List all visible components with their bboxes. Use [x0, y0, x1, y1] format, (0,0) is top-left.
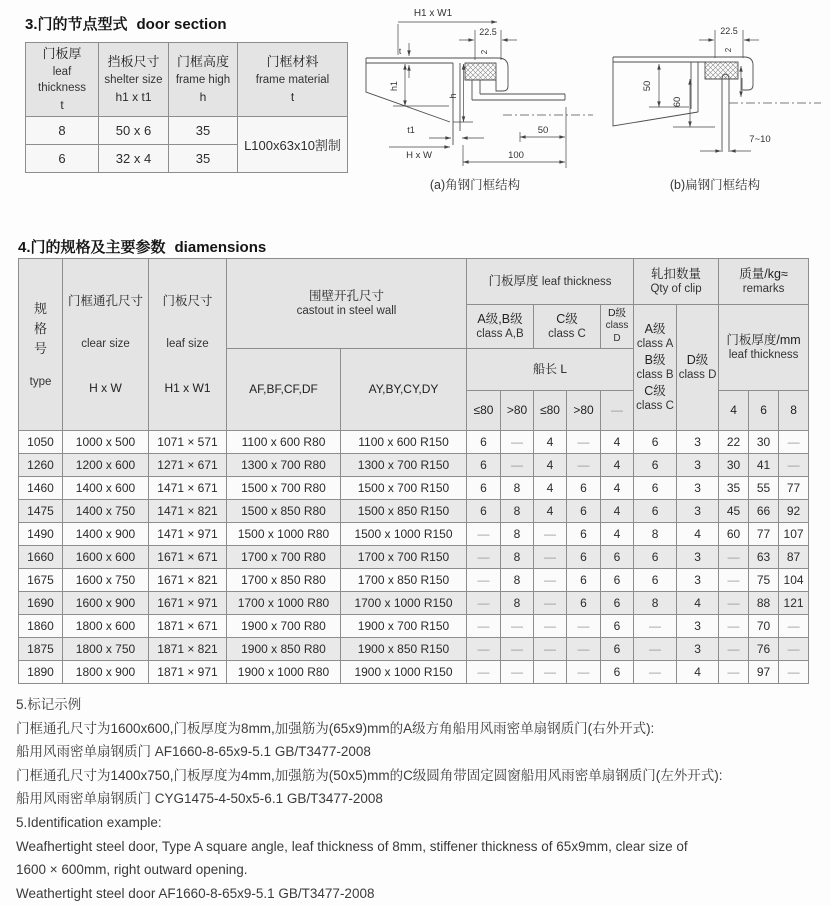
spec-cell: 8 — [634, 592, 677, 615]
spec-cell: 1300 x 700 R150 — [341, 454, 467, 477]
dim-label-60: 60 — [672, 96, 683, 108]
spec-cell: 1675 — [19, 569, 63, 592]
dim-label-2: 2 — [724, 47, 733, 53]
spec-cell: 1700 x 850 R150 — [341, 569, 467, 592]
spec-cell: — — [567, 615, 601, 638]
cell-frame-material: L100x63x10割制 — [238, 117, 348, 173]
spec-cell: 1875 — [19, 638, 63, 661]
spec-cell: 1000 x 500 — [63, 431, 149, 454]
spec-cell: 6 — [567, 569, 601, 592]
col-header-clip-d: D级 class D — [677, 305, 719, 431]
spec-cell: 4 — [601, 477, 634, 500]
dim-label-h1: h1 — [389, 80, 399, 92]
spec-cell: 1890 — [19, 661, 63, 684]
spec-cell: 1471 × 821 — [149, 500, 227, 523]
spec-cell: — — [634, 615, 677, 638]
dim-label-100: 100 — [508, 150, 524, 161]
spec-cell: — — [567, 661, 601, 684]
spec-cell: 8 — [501, 523, 534, 546]
spec-cell: 1700 x 1000 R80 — [227, 592, 341, 615]
spec-cell: 6 — [567, 477, 601, 500]
col-header-le80: ≤80 — [534, 391, 567, 431]
section4-title-zh: 4.门的规格及主要参数 — [18, 239, 166, 256]
spec-table-body — [19, 431, 809, 684]
spec-cell: 3 — [677, 454, 719, 477]
spec-cell: 1900 x 1000 R150 — [341, 661, 467, 684]
spec-cell: 1900 x 850 R150 — [341, 638, 467, 661]
spec-cell: 1400 x 750 — [63, 500, 149, 523]
spec-cell: 4 — [677, 661, 719, 684]
col-header-clear-size: 门框通孔尺寸 clear size H x W — [63, 259, 149, 431]
header-shelter-size: 挡板尺寸 shelter size h1 x t1 — [99, 43, 169, 117]
spec-cell: 1400 x 900 — [63, 523, 149, 546]
spec-cell: 6 — [567, 500, 601, 523]
spec-cell: 45 — [719, 500, 749, 523]
spec-row — [19, 431, 809, 454]
spec-cell: 1271 × 671 — [149, 454, 227, 477]
section3-title-zh: 3.门的节点型式 — [25, 16, 128, 33]
col-header-class-ab: A级,B级 class A,B — [467, 305, 534, 349]
spec-cell: — — [534, 592, 567, 615]
spec-cell: 4 — [601, 454, 634, 477]
spec-cell: 1660 — [19, 546, 63, 569]
spec-cell: 1900 x 700 R80 — [227, 615, 341, 638]
spec-cell: — — [719, 546, 749, 569]
spec-cell: 1471 × 671 — [149, 477, 227, 500]
spec-cell: — — [467, 569, 501, 592]
text-line: 5.Identification example: — [16, 814, 162, 830]
spec-cell: 1490 — [19, 523, 63, 546]
figure-a-drawing — [366, 58, 593, 145]
spec-cell: 6 — [634, 431, 677, 454]
spec-cell: 4 — [677, 592, 719, 615]
spec-cell: 3 — [677, 615, 719, 638]
spec-cell: 30 — [749, 431, 779, 454]
spec-cell: 6 — [601, 661, 634, 684]
spec-cell: 6 — [601, 592, 634, 615]
text-line: 船用风雨密单扇钢质门 CYG1475-4-50x5-6.1 GB/T3477-2008 — [16, 791, 383, 807]
spec-cell: 1500 x 1000 R150 — [341, 523, 467, 546]
spec-cell: 8 — [501, 569, 534, 592]
spec-cell: 6 — [634, 546, 677, 569]
col-header-class-d: D级 class D — [601, 305, 634, 349]
dim-label-7-10: 7~10 — [749, 134, 771, 145]
section4-title — [18, 236, 266, 257]
col-header-d-dash: — — [601, 391, 634, 431]
dim-label-22-5: 22.5 — [479, 27, 497, 37]
figure-b-drawing — [613, 57, 821, 152]
cell-frame-high: 35 — [169, 145, 238, 173]
section3-title — [25, 13, 227, 34]
spec-cell: 1700 x 700 R150 — [341, 546, 467, 569]
spec-cell: 75 — [749, 569, 779, 592]
dim-label-50: 50 — [642, 80, 653, 92]
spec-cell: 87 — [779, 546, 809, 569]
spec-header-row-1 — [19, 259, 809, 305]
col-header-leaf-size: 门板尺寸 leaf size H1 x W1 — [149, 259, 227, 431]
text-line: Weathertight steel door AF1660-8-65x9-5.1 GB/T3477-2008 — [16, 885, 375, 901]
spec-cell: 1900 x 850 R80 — [227, 638, 341, 661]
spec-cell: 1860 — [19, 615, 63, 638]
spec-cell: — — [467, 615, 501, 638]
spec-row — [19, 638, 809, 661]
col-header-thk-6: 6 — [749, 391, 779, 431]
spec-cell: — — [467, 592, 501, 615]
spec-cell: 4 — [601, 523, 634, 546]
col-header-thk-4: 4 — [719, 391, 749, 431]
spec-cell: 107 — [779, 523, 809, 546]
spec-cell: 4 — [601, 431, 634, 454]
dim-label-t: t — [398, 46, 402, 56]
spec-cell: 92 — [779, 500, 809, 523]
spec-cell: 77 — [749, 523, 779, 546]
spec-cell: 1500 x 700 R80 — [227, 477, 341, 500]
spec-cell: — — [501, 431, 534, 454]
text-line: 5.标记示例 — [16, 697, 82, 712]
spec-cell: 1800 x 600 — [63, 615, 149, 638]
col-header-gt80: >80 — [501, 391, 534, 431]
text-line: Weafhertight steel door, Type A square angle, leaf thickness of 8mm, stiffener thickness of 65x9mm, clear size of — [16, 838, 688, 854]
spec-cell: 8 — [501, 592, 534, 615]
col-header-ship-length: 船长 L — [467, 349, 634, 391]
col-header-castout: 围壁开孔尺寸 castout in steel wall — [227, 259, 467, 349]
header-frame-material: 门框材料 frame material t — [238, 43, 348, 117]
door-section-table — [25, 42, 348, 173]
col-header-thk-8: 8 — [779, 391, 809, 431]
text-line: 门框通孔尺寸为1600x600,门板厚度为8mm,加强筋为(65x9)mm的A级方角船用风雨密单扇钢质门(右外开式): — [16, 720, 655, 736]
spec-cell: 6 — [567, 546, 601, 569]
spec-cell: — — [567, 454, 601, 477]
spec-cell: — — [719, 661, 749, 684]
spec-cell: 8 — [634, 523, 677, 546]
dim-label-hxw: H x W — [406, 150, 432, 161]
spec-cell: 1800 x 900 — [63, 661, 149, 684]
spec-cell: — — [634, 638, 677, 661]
cell-leaf-thickness: 8 — [26, 117, 99, 145]
spec-cell: 6 — [467, 500, 501, 523]
spec-cell: 1100 x 600 R80 — [227, 431, 341, 454]
spec-cell: 1900 x 700 R150 — [341, 615, 467, 638]
spec-cell: 1050 — [19, 431, 63, 454]
spec-cell: 1871 × 821 — [149, 638, 227, 661]
spec-cell: — — [501, 638, 534, 661]
spec-cell: 55 — [749, 477, 779, 500]
spec-cell: 6 — [601, 569, 634, 592]
spec-cell: 6 — [467, 477, 501, 500]
spec-cell: — — [534, 546, 567, 569]
spec-cell: — — [467, 638, 501, 661]
spec-cell: 1671 × 671 — [149, 546, 227, 569]
spec-cell: 1871 × 971 — [149, 661, 227, 684]
dim-label-50: 50 — [537, 125, 549, 136]
spec-cell: — — [567, 431, 601, 454]
col-header-le80: ≤80 — [467, 391, 501, 431]
spec-cell: 41 — [749, 454, 779, 477]
spec-cell: — — [567, 638, 601, 661]
spec-cell: 1600 x 750 — [63, 569, 149, 592]
spec-cell: 6 — [634, 477, 677, 500]
spec-cell: — — [779, 615, 809, 638]
spec-cell: 4 — [601, 500, 634, 523]
spec-cell: 1475 — [19, 500, 63, 523]
spec-cell: 97 — [749, 661, 779, 684]
spec-cell: 6 — [467, 454, 501, 477]
spec-cell: 70 — [749, 615, 779, 638]
dim-label-h: h — [448, 93, 458, 99]
cell-frame-high: 35 — [169, 117, 238, 145]
dim-label-22-5: 22.5 — [720, 26, 738, 36]
spec-cell: 35 — [719, 477, 749, 500]
spec-cell: 63 — [749, 546, 779, 569]
spec-cell: — — [501, 454, 534, 477]
spec-cell: — — [501, 661, 534, 684]
col-header-gt80: >80 — [567, 391, 601, 431]
spec-row — [19, 569, 809, 592]
spec-cell: 4 — [534, 431, 567, 454]
col-header-leaf-thickness-group: 门板厚度 leaf thickness — [467, 259, 634, 305]
col-header-clip-abc: A级 class A B级 class B C级 class C — [634, 305, 677, 431]
spec-cell: 6 — [601, 615, 634, 638]
header-leaf-thickness: 门板厚 leaf thickness t — [26, 43, 99, 117]
spec-cell: 1671 × 971 — [149, 592, 227, 615]
specifications-table — [18, 258, 809, 684]
spec-cell: 6 — [601, 638, 634, 661]
spec-cell: 1260 — [19, 454, 63, 477]
spec-cell: — — [467, 661, 501, 684]
spec-cell: 1300 x 700 R80 — [227, 454, 341, 477]
cell-shelter-size: 32 x 4 — [99, 145, 169, 173]
col-header-castout-af: AF,BF,CF,DF — [227, 349, 341, 431]
spec-cell: 1200 x 600 — [63, 454, 149, 477]
spec-cell: 1900 x 1000 R80 — [227, 661, 341, 684]
spec-cell: — — [719, 638, 749, 661]
spec-cell: — — [779, 431, 809, 454]
spec-cell: 3 — [677, 477, 719, 500]
section3-title-en: door section — [136, 16, 227, 33]
spec-cell: 1800 x 750 — [63, 638, 149, 661]
spec-cell: 1460 — [19, 477, 63, 500]
spec-cell: — — [534, 615, 567, 638]
spec-cell: 3 — [677, 500, 719, 523]
figure-a-dimensions — [389, 22, 566, 168]
spec-cell: 8 — [501, 546, 534, 569]
spec-cell: 8 — [501, 500, 534, 523]
cell-shelter-size: 50 x 6 — [99, 117, 169, 145]
spec-cell: 22 — [719, 431, 749, 454]
spec-cell: 76 — [749, 638, 779, 661]
spec-cell: 4 — [534, 500, 567, 523]
spec-cell: 1500 x 700 R150 — [341, 477, 467, 500]
spec-cell: 1700 x 850 R80 — [227, 569, 341, 592]
spec-cell: 6 — [601, 546, 634, 569]
cell-leaf-thickness: 6 — [26, 145, 99, 173]
spec-cell: 6 — [567, 523, 601, 546]
spec-row — [19, 454, 809, 477]
figure-a-caption: (a)角钢门框结构 — [429, 178, 521, 192]
spec-cell: — — [534, 638, 567, 661]
spec-cell: 4 — [677, 523, 719, 546]
spec-cell: 1671 × 821 — [149, 569, 227, 592]
spec-cell: 121 — [779, 592, 809, 615]
spec-cell: 1690 — [19, 592, 63, 615]
figure-b-flat-steel-frame — [603, 0, 830, 200]
spec-cell: 6 — [634, 500, 677, 523]
spec-cell: — — [467, 523, 501, 546]
spec-cell: 30 — [719, 454, 749, 477]
spec-cell: — — [534, 569, 567, 592]
spec-cell: 66 — [749, 500, 779, 523]
spec-cell: 4 — [534, 454, 567, 477]
spec-cell: 1100 x 600 R150 — [341, 431, 467, 454]
spec-cell: — — [719, 592, 749, 615]
spec-cell: 1600 x 900 — [63, 592, 149, 615]
spec-row — [19, 523, 809, 546]
door-table-row — [26, 117, 348, 145]
spec-cell: 6 — [634, 569, 677, 592]
spec-cell: 8 — [501, 477, 534, 500]
col-header-castout-ay: AY,BY,CY,DY — [341, 349, 467, 431]
col-header-class-c: C级 class C — [534, 305, 601, 349]
spec-cell: — — [501, 615, 534, 638]
spec-cell: 104 — [779, 569, 809, 592]
spec-cell: 6 — [634, 454, 677, 477]
col-header-weight-sub: 门板厚度/mm leaf thickness — [719, 305, 809, 391]
col-header-weight-group: 质量/kg≈ remarks — [719, 259, 809, 305]
spec-cell: — — [534, 661, 567, 684]
spec-cell: — — [634, 661, 677, 684]
spec-cell: 6 — [567, 592, 601, 615]
dim-label-h1xw1: H1 x W1 — [413, 8, 453, 19]
spec-row — [19, 546, 809, 569]
spec-cell: 3 — [677, 638, 719, 661]
spec-cell: — — [779, 638, 809, 661]
spec-row — [19, 615, 809, 638]
identification-examples — [16, 693, 822, 905]
spec-row — [19, 477, 809, 500]
spec-cell: 1871 × 671 — [149, 615, 227, 638]
text-line: 船用风雨密单扇钢质门 AF1660-8-65x9-5.1 GB/T3477-2008 — [16, 744, 371, 760]
col-header-type: 规格号 type — [19, 259, 63, 431]
spec-row — [19, 592, 809, 615]
spec-cell: — — [719, 569, 749, 592]
figure-b-dimensions — [649, 30, 759, 151]
spec-cell: 1500 x 850 R150 — [341, 500, 467, 523]
spec-cell: — — [467, 546, 501, 569]
spec-cell: 4 — [534, 477, 567, 500]
section4-title-en: diamensions — [174, 239, 267, 256]
door-table-header-row — [26, 43, 348, 117]
col-header-clip-group: 轧扣数量 Qty of clip — [634, 259, 719, 305]
spec-cell: 1471 × 971 — [149, 523, 227, 546]
spec-cell: 88 — [749, 592, 779, 615]
spec-cell: 1700 x 1000 R150 — [341, 592, 467, 615]
spec-cell: 1500 x 850 R80 — [227, 500, 341, 523]
spec-cell: 1700 x 700 R80 — [227, 546, 341, 569]
spec-cell: 1071 × 571 — [149, 431, 227, 454]
spec-cell: 3 — [677, 569, 719, 592]
spec-row — [19, 661, 809, 684]
spec-cell: 60 — [719, 523, 749, 546]
spec-cell: 3 — [677, 431, 719, 454]
spec-cell: — — [779, 454, 809, 477]
spec-cell: — — [719, 615, 749, 638]
header-frame-high: 门框高度 frame high h — [169, 43, 238, 117]
spec-row — [19, 500, 809, 523]
figure-a-angle-steel-frame — [353, 0, 600, 200]
spec-cell: 77 — [779, 477, 809, 500]
dim-label-2: 2 — [480, 49, 489, 55]
spec-cell: — — [779, 661, 809, 684]
spec-cell: 1500 x 1000 R80 — [227, 523, 341, 546]
spec-cell: — — [534, 523, 567, 546]
spec-cell: 1400 x 600 — [63, 477, 149, 500]
dim-label-t1: t1 — [407, 125, 415, 135]
spec-cell: 3 — [677, 546, 719, 569]
text-line: 1600 × 600mm, right outward opening. — [16, 862, 248, 878]
spec-cell: 6 — [467, 431, 501, 454]
text-line: 门框通孔尺寸为1400x750,门板厚度为4mm,加强筋为(50x5)mm的C级圆角带固定圆窗船用风雨密单扇钢质门(左外开式): — [16, 767, 723, 783]
spec-cell: 1600 x 600 — [63, 546, 149, 569]
figure-b-caption: (b)扁钢门框结构 — [669, 178, 761, 192]
